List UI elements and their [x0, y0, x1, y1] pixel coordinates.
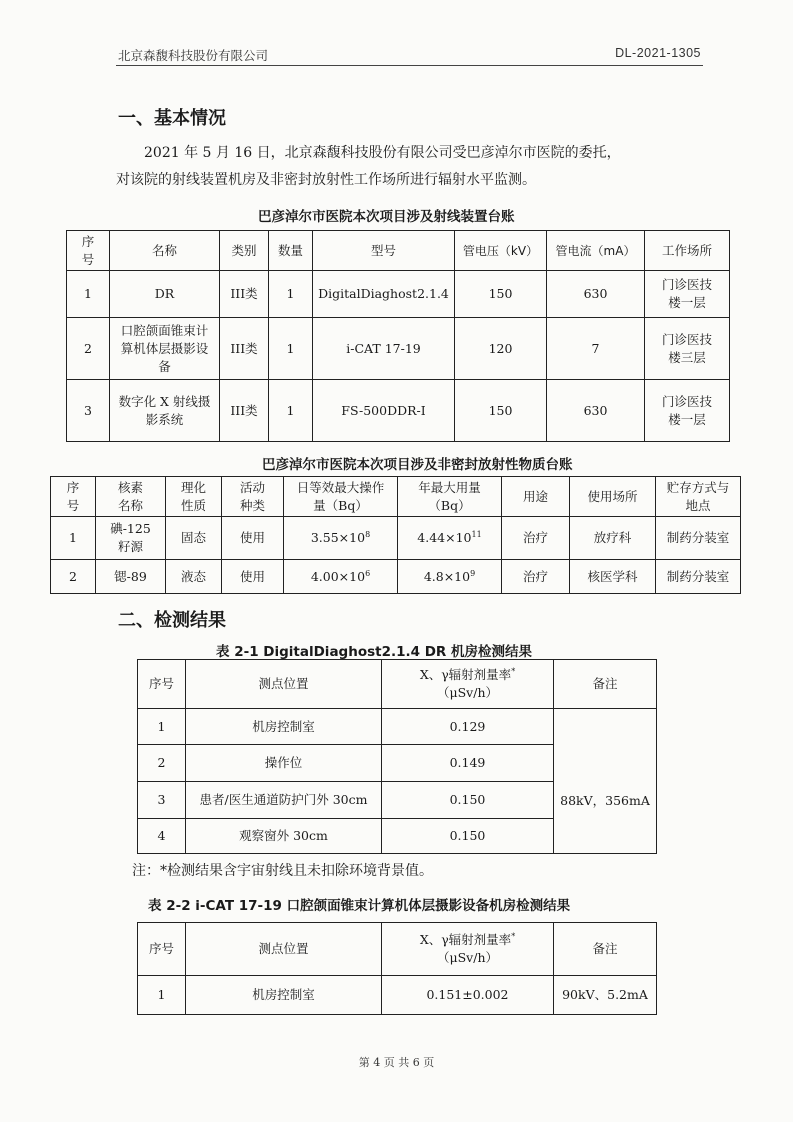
- t21-cell: 0.149: [382, 745, 554, 782]
- device-cell: 门诊医技楼一层: [645, 380, 730, 442]
- nuclide-cell: 固态: [166, 517, 222, 560]
- t21-header-rate: [382, 660, 554, 709]
- t21-cell: 2: [138, 745, 186, 782]
- table-row: [67, 271, 730, 318]
- device-cell: 1: [269, 271, 313, 318]
- t21-cell: 4: [138, 819, 186, 854]
- device-cell: FS-500DDR-I: [313, 380, 455, 442]
- header-doc-number: DL-2021-1305: [615, 46, 701, 60]
- device-cell: III类: [220, 318, 269, 380]
- t21-cell: 操作位: [186, 745, 382, 782]
- nuclide-header-row: [51, 477, 741, 517]
- annual-max-exponent: 11: [471, 529, 482, 539]
- table-row: [67, 380, 730, 442]
- device-cell: 630: [547, 380, 645, 442]
- t21-header-no: 序号: [138, 660, 186, 709]
- t22-cell: 1: [138, 976, 186, 1015]
- device-header-cell: 序号: [67, 231, 110, 271]
- device-cell: 150: [455, 380, 547, 442]
- table-row: [138, 976, 657, 1015]
- nuclide-cell: 碘-125 籽源: [96, 517, 166, 560]
- annual-max-base: 4.8×10: [423, 568, 471, 584]
- device-cell: 1: [269, 380, 313, 442]
- device-cell: 120: [455, 318, 547, 380]
- device-header-cell: 管电压（kV）: [455, 231, 547, 271]
- table-2-1: [137, 659, 657, 854]
- t21-remark-cell: 88kV，356mA: [554, 709, 657, 854]
- header-company: 北京森馥科技股份有限公司: [118, 48, 269, 63]
- table-2-2-caption: 表 2-2 i-CAT 17-19 口腔颌面锥束计算机体层摄影设备机房检测结果: [148, 898, 571, 914]
- nuclide-cell: 2: [51, 560, 96, 594]
- device-cell: 3: [67, 380, 110, 442]
- nuclide-cell: 治疗: [502, 560, 570, 594]
- t22-header-rate-unit: （μSv/h）: [436, 950, 498, 965]
- table-2-1-caption: 表 2-1 DigitalDiaghost2.1.4 DR 机房检测结果: [216, 644, 533, 660]
- t21-cell: 1: [138, 709, 186, 745]
- device-cell: 1: [67, 271, 110, 318]
- annual-max-exponent: 9: [470, 568, 476, 578]
- t21-cell: 观察窗外 30cm: [186, 819, 382, 854]
- t22-cell: 机房控制室: [186, 976, 382, 1015]
- t22-cell: 0.151±0.002: [382, 976, 554, 1015]
- intro-line-1: 2021 年 5 月 16 日，北京森馥科技股份有限公司受巴彦淖尔市医院的委托，: [144, 145, 621, 161]
- t22-header-rate: [382, 923, 554, 976]
- device-table: [66, 230, 730, 442]
- table-2-2-header-row: [138, 923, 657, 976]
- nuclide-cell: [398, 560, 502, 594]
- device-cell: 数字化 X 射线摄影系统: [110, 380, 220, 442]
- t21-cell: 0.150: [382, 782, 554, 819]
- t21-header-remark: 备注: [554, 660, 657, 709]
- t21-cell: 3: [138, 782, 186, 819]
- nuclide-cell: 制药分装室: [656, 560, 741, 594]
- t22-cell: 90kV、5.2mA: [554, 976, 657, 1015]
- section-title-basic: 一、基本情况: [118, 108, 226, 129]
- device-cell: 630: [547, 271, 645, 318]
- device-cell: III类: [220, 380, 269, 442]
- device-cell: III类: [220, 271, 269, 318]
- device-cell: DR: [110, 271, 220, 318]
- table-row: [138, 709, 657, 745]
- table-row: [67, 318, 730, 380]
- t22-header-remark: 备注: [554, 923, 657, 976]
- nuclide-cell: 使用: [222, 517, 284, 560]
- nuclide-header-cell: 年最大用量（Bq）: [398, 477, 502, 517]
- table-2-1-header-row: [138, 660, 657, 709]
- section-title-results: 二、检测结果: [118, 610, 226, 631]
- device-header-cell: 管电流（mA）: [547, 231, 645, 271]
- device-cell: 1: [269, 318, 313, 380]
- nuclide-header-cell: 序号: [51, 477, 96, 517]
- nuclide-header-cell: 使用场所: [570, 477, 656, 517]
- nuclide-cell: 放疗科: [570, 517, 656, 560]
- annual-max-base: 4.44×10: [417, 530, 472, 545]
- nuclide-cell: 治疗: [502, 517, 570, 560]
- nuclide-header-cell: 用途: [502, 477, 570, 517]
- table-2-2: [137, 922, 657, 1015]
- t22-header-rate-label: X、γ辐射剂量率: [419, 932, 512, 947]
- device-header-cell: 类别: [220, 231, 269, 271]
- nuclide-cell: 使用: [222, 560, 284, 594]
- daily-max-base: 3.55×10: [310, 530, 366, 545]
- device-table-caption: 巴彦淖尔市医院本次项目涉及射线装置台账: [258, 209, 515, 225]
- nuclide-header-cell: 贮存方式与地点: [656, 477, 741, 517]
- daily-max-exponent: 8: [365, 529, 371, 539]
- nuclide-header-cell: 日等效最大操作量（Bq）: [284, 477, 398, 517]
- device-cell: DigitalDiaghost2.1.4: [313, 271, 455, 318]
- device-cell: 口腔颌面锥束计算机体层摄影设备: [110, 318, 220, 380]
- device-header-cell: 数量: [269, 231, 313, 271]
- nuclide-table: [50, 476, 741, 594]
- device-header-cell: 名称: [110, 231, 220, 271]
- nuclide-cell: [284, 560, 398, 594]
- nuclide-cell: 锶-89: [96, 560, 166, 594]
- intro-paragraph: [116, 140, 686, 194]
- nuclide-cell: 液态: [166, 560, 222, 594]
- device-header-cell: 工作场所: [645, 231, 730, 271]
- nuclide-cell: 制药分装室: [656, 517, 741, 560]
- header-divider: [116, 65, 703, 66]
- device-cell: 门诊医技楼一层: [645, 271, 730, 318]
- t21-header-point: 测点位置: [186, 660, 382, 709]
- nuclide-cell: [398, 517, 502, 560]
- nuclide-cell: [284, 517, 398, 560]
- t22-header-no: 序号: [138, 923, 186, 976]
- t21-cell: 机房控制室: [186, 709, 382, 745]
- t22-header-point: 测点位置: [186, 923, 382, 976]
- device-cell: 150: [455, 271, 547, 318]
- device-cell: i-CAT 17-19: [313, 318, 455, 380]
- page-footer: 第 4 页 共 6 页: [358, 1056, 435, 1069]
- nuclide-header-cell: 理化性质: [166, 477, 222, 517]
- t21-cell: 0.150: [382, 819, 554, 854]
- device-cell: 门诊医技楼三层: [645, 318, 730, 380]
- table-row: [51, 560, 741, 594]
- intro-line-2: 对该院的射线装置机房及非密封放射性工作场所进行辐射水平监测。: [116, 172, 536, 188]
- nuclide-table-caption: 巴彦淖尔市医院本次项目涉及非密封放射性物质台账: [262, 457, 573, 473]
- device-cell: 7: [547, 318, 645, 380]
- nuclide-cell: 核医学科: [570, 560, 656, 594]
- device-header-row: [67, 231, 730, 271]
- t21-cell: 患者/医生通道防护门外 30cm: [186, 782, 382, 819]
- nuclide-header-cell: 活动种类: [222, 477, 284, 517]
- daily-max-exponent: 6: [365, 568, 371, 578]
- t21-cell: 0.129: [382, 709, 554, 745]
- device-cell: 2: [67, 318, 110, 380]
- daily-max-base: 4.00×10: [310, 568, 366, 584]
- t21-header-rate-label: X、γ辐射剂量率: [419, 667, 512, 682]
- t22-header-rate-star: *: [511, 931, 516, 941]
- t21-header-rate-star: *: [511, 666, 516, 676]
- table-note: 注：*检测结果含宇宙射线且未扣除环境背景值。: [132, 863, 433, 879]
- t21-header-rate-unit: （μSv/h）: [436, 685, 498, 700]
- table-row: [51, 517, 741, 560]
- nuclide-cell: 1: [51, 517, 96, 560]
- nuclide-header-cell: 核素名称: [96, 477, 166, 517]
- device-header-cell: 型号: [313, 231, 455, 271]
